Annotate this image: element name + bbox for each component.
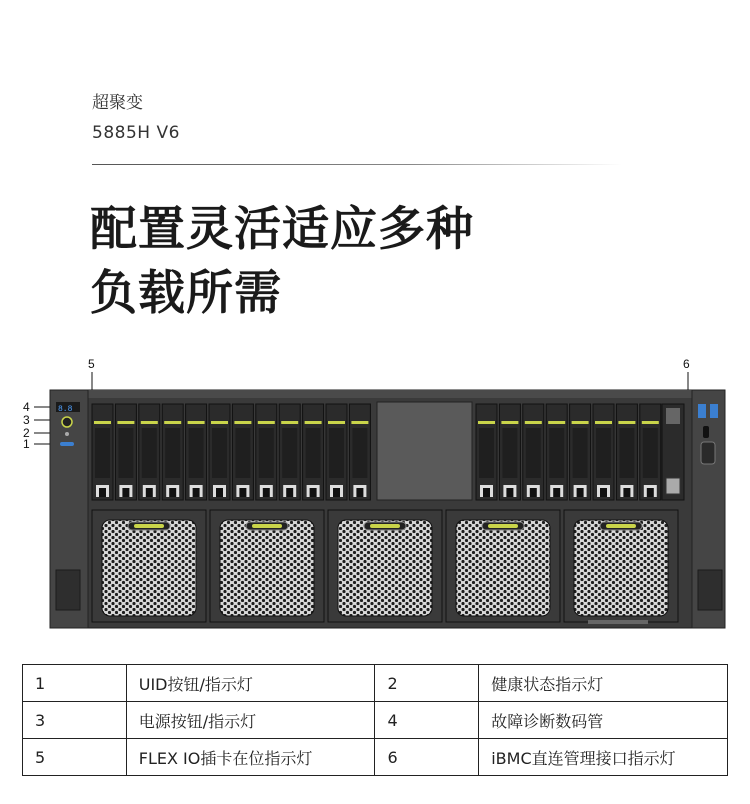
callout-6: 6	[683, 357, 690, 371]
drive-bay	[232, 404, 253, 500]
drive-bay	[279, 404, 300, 500]
callout-2: 2	[23, 426, 30, 440]
callout-5: 5	[88, 357, 95, 371]
fan-module	[446, 510, 560, 622]
drive-bay	[546, 404, 567, 500]
callout-1: 1	[23, 437, 30, 451]
divider	[92, 164, 622, 165]
fan-module	[328, 510, 442, 622]
headline-line-2: 负载所需	[90, 266, 282, 321]
legend-number: 5	[23, 739, 127, 776]
drive-bay	[139, 404, 160, 500]
drive-bay	[523, 404, 544, 500]
drive-bay	[162, 404, 183, 500]
drive-bay	[499, 404, 520, 500]
brand-name: 超聚变	[92, 93, 143, 113]
model-name: 5885H V6	[92, 123, 180, 143]
fan-module	[564, 510, 678, 622]
drive-bay	[616, 404, 637, 500]
headline-line-1: 配置灵活适应多种	[90, 202, 474, 257]
legend-number: 1	[23, 665, 127, 702]
drive-bay	[303, 404, 324, 500]
callout-4: 4	[23, 400, 30, 414]
drive-bay	[256, 404, 277, 500]
server-front-panel-diagram	[20, 350, 730, 640]
legend-number: 2	[375, 665, 479, 702]
fan-module	[210, 510, 324, 622]
legend-number: 3	[23, 702, 127, 739]
drive-bay	[186, 404, 207, 500]
drive-bay	[115, 404, 136, 500]
center-blank-panel	[377, 402, 472, 500]
power-button-icon	[62, 417, 72, 427]
legend-label: 故障诊断数码管	[479, 702, 728, 739]
usb-port-1	[698, 404, 706, 418]
legend-label: 电源按钮/指示灯	[126, 702, 375, 739]
legend-table	[22, 664, 728, 776]
drive-bay	[640, 404, 661, 500]
uid-button-icon	[60, 442, 74, 446]
fan-modules	[92, 510, 678, 622]
drive-bay	[570, 404, 591, 500]
vga-port	[701, 442, 715, 464]
legend-row	[23, 739, 728, 776]
drive-bay	[326, 404, 347, 500]
legend-label: FLEX IO插卡在位指示灯	[126, 739, 375, 776]
drive-bay	[593, 404, 614, 500]
fan-module	[92, 510, 206, 622]
legend-label: 健康状态指示灯	[479, 665, 728, 702]
usb-port-2	[710, 404, 718, 418]
legend-label: iBMC直连管理接口指示灯	[479, 739, 728, 776]
legend-label: UID按钮/指示灯	[126, 665, 375, 702]
drive-bay	[209, 404, 230, 500]
legend-row	[23, 702, 728, 739]
legend-number: 6	[375, 739, 479, 776]
legend-row	[23, 665, 728, 702]
drive-bay	[349, 404, 370, 500]
svg-text:8.8: 8.8	[58, 405, 73, 414]
drive-bay	[92, 404, 113, 500]
legend-number: 4	[375, 702, 479, 739]
drive-bay	[476, 404, 497, 500]
callout-3: 3	[23, 413, 30, 427]
